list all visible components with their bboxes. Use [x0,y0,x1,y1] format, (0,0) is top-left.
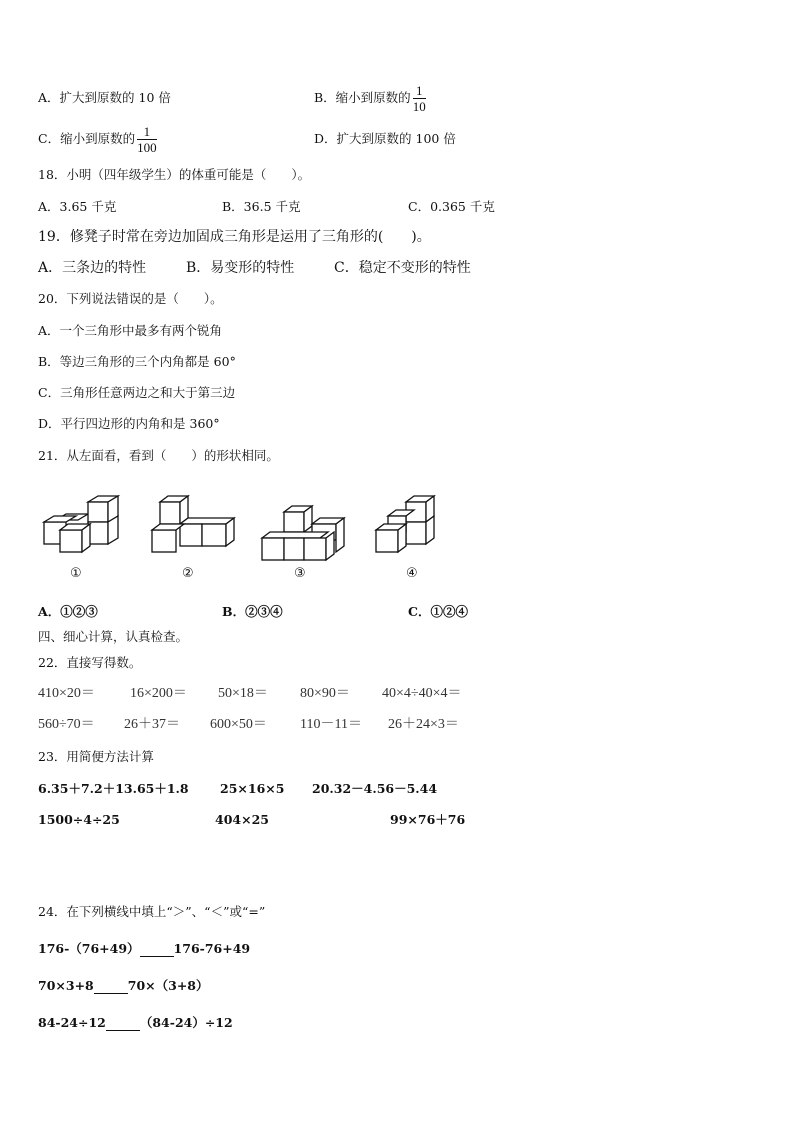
cube-bottom-top [262,532,328,538]
q19-option-a: A．三条边的特性 [38,260,147,276]
q23-item: 404×25 [215,812,269,827]
q17-option-b [314,78,426,118]
q21-stem: 21．从左面看，看到（ ）的形状相同。 [38,448,279,463]
figure-label-4: ④ [406,566,418,581]
cube-front [60,530,82,552]
q19-option-c: C．稳定不变形的特性 [334,260,471,276]
cube-tall-lower [88,522,108,544]
q24-right: 176-76+49 [173,941,251,956]
q20-option-b: B．等边三角形的三个内角都是 60° [38,354,236,369]
q24-left: 176-（76+49） [38,941,140,956]
cube-figure-3 [258,500,350,564]
fraction-denominator: 10 [412,99,426,114]
cube-tall-lower [406,522,426,544]
q24-right: 70×（3+8） [127,978,209,993]
q23-item: 6.35＋7.2＋13.65＋1.8 [38,781,189,796]
q18-stem: 18．小明（四年级学生）的体重可能是（ ）。 [38,167,311,182]
q23-item: 99×76＋76 [390,812,466,827]
cube-front-left [152,530,176,552]
fraction-numerator: 1 [137,124,157,140]
fraction-denominator: 100 [137,140,157,155]
answer-blank[interactable] [140,956,174,957]
q20-stem: 20．下列说法错误的是（ ）。 [38,291,223,306]
q22-item: 560÷70＝ [38,717,95,732]
cube-right-back-side [336,518,344,552]
q20-option-c: C．三角形任意两边之和大于第三边 [38,385,236,400]
q18-option-c: C．0.365 千克 [408,199,495,214]
q22-item: 80×90＝ [300,686,350,701]
q22-stem: 22．直接写得数。 [38,655,142,670]
cube-bottom-3 [304,538,326,560]
cube-tall-upper [88,502,108,522]
cube-row-right [202,524,226,546]
cube-row-middle [180,524,202,546]
q24-left: 70×3+8 [38,978,94,993]
q20-option-a: A．一个三角形中最多有两个锐角 [38,323,223,338]
q20-option-d: D．平行四边形的内角和是 360° [38,416,220,431]
figure-label-3: ③ [294,566,306,581]
q19-option-b: B．易变形的特性 [186,260,295,276]
q17-option-c-text: C．缩小到原数的 [38,131,136,146]
q17-option-d: D．扩大到原数的 100 倍 [314,131,456,146]
cube-figure-2 [148,492,240,562]
q24-item-2 [38,978,209,994]
cube-upper [284,512,304,532]
figure-label-1: ① [70,566,82,581]
q21-option-a: A．①②③ [38,604,98,619]
fraction-numerator: 1 [413,83,426,99]
q22-item: 50×18＝ [218,686,268,701]
q17-option-b-text: B．缩小到原数的 [314,90,411,105]
q22-item: 40×4÷40×4＝ [382,686,462,701]
answer-blank[interactable] [106,1030,140,1031]
cube-upper [160,502,180,524]
fraction-one-tenth [413,83,426,114]
q22-item: 410×20＝ [38,686,95,701]
q23-item: 1500÷4÷25 [38,812,120,827]
q22-item: 110－11＝ [300,717,362,732]
q18-option-a: A．3.65 千克 [38,199,117,214]
q21-option-b: B．②③④ [222,604,283,619]
q23-stem: 23．用简便方法计算 [38,749,154,764]
cube-front-left-top [152,524,184,530]
q23-item: 25×16×5 [220,781,285,796]
section-4-title: 四、细心计算，认真检查。 [38,629,189,644]
q17-option-a: A．扩大到原数的 10 倍 [38,90,171,105]
q24-item-3 [38,1015,233,1031]
q19-stem: 19．修凳子时常在旁边加固成三角形是运用了三角形的( )。 [38,229,431,245]
figure-label-2: ② [182,566,194,581]
cube-left-top [44,516,76,522]
q18-option-b: B．36.5 千克 [222,199,301,214]
cube-bottom-2 [284,538,304,560]
q24-left: 84-24÷12 [38,1015,106,1030]
answer-blank[interactable] [94,993,128,994]
fraction-one-hundredth [137,124,157,155]
q22-item: 600×50＝ [210,717,267,732]
q24-item-1 [38,941,250,957]
q24-right: （84-24）÷12 [139,1015,233,1030]
q22-item: 16×200＝ [130,686,187,701]
q17-option-c [38,119,157,159]
cube-front [376,530,398,552]
q24-stem: 24．在下列横线中填上“＞”、“＜”或“=” [38,904,266,919]
cube-figure-4 [372,492,442,562]
q22-item: 26＋24×3＝ [388,717,459,732]
q22-item: 26＋37＝ [124,717,180,732]
q23-item: 20.32－4.56－5.44 [312,781,438,796]
cube-bottom-1 [262,538,284,560]
q21-option-c: C．①②④ [408,604,468,619]
cube-figure-1 [40,492,130,562]
cube-row-top [180,518,234,524]
